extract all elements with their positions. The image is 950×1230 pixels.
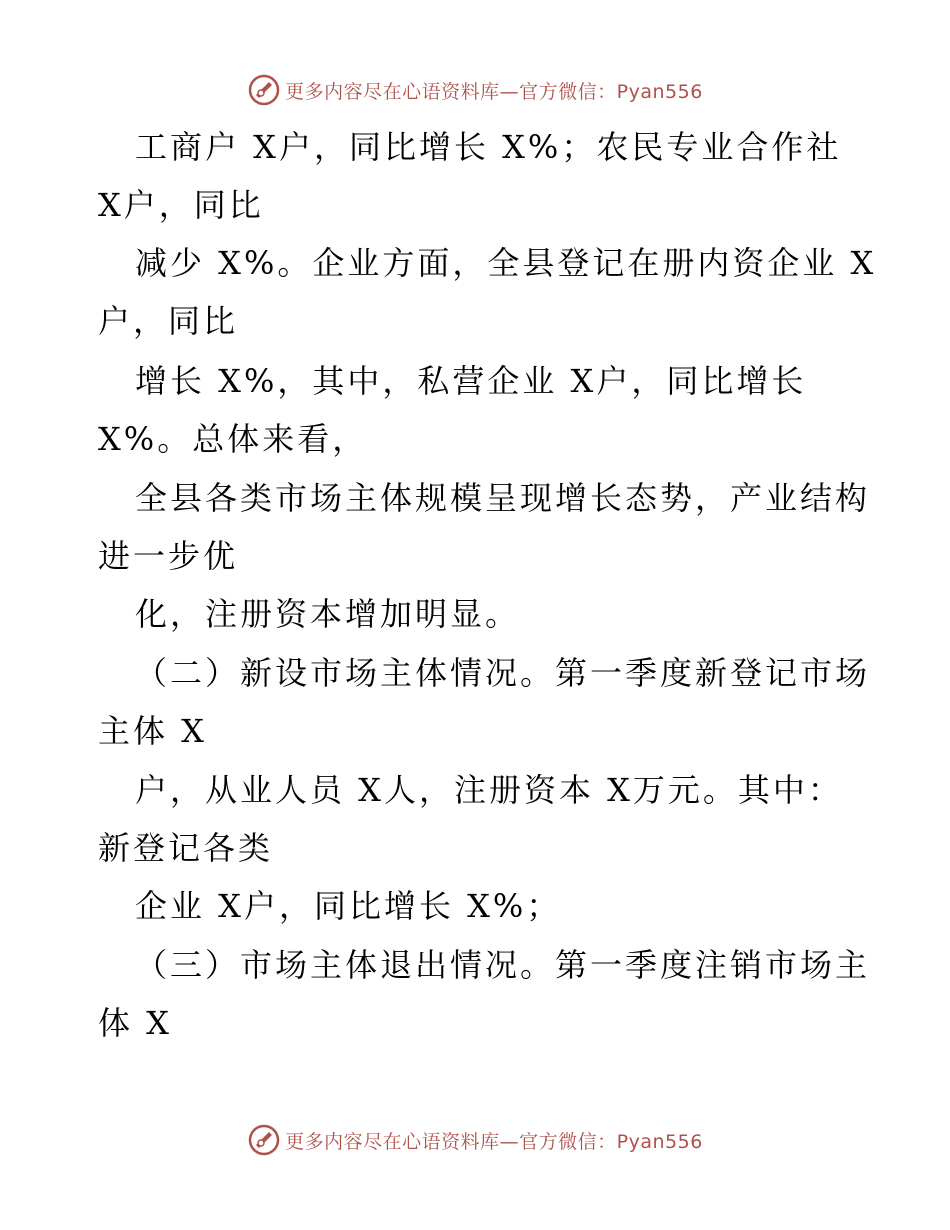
banner-text: 更多内容尽在心语资料库—官方微信：Pyan556 xyxy=(285,80,703,103)
text-line: 新登记各类 xyxy=(98,829,274,867)
text-line: （二）新设市场主体情况。第一季度新登记市场 xyxy=(135,654,871,692)
text-line: 户，同比 xyxy=(98,302,239,340)
text-line: 户，从业人员 X人，注册资本 X万元。其中： xyxy=(135,771,843,809)
text-line: 全县各类市场主体规模呈现增长态势，产业结构 xyxy=(135,479,871,517)
text-line: 工商户 X户，同比增长 X%；农民专业合作社 xyxy=(135,128,842,166)
header-banner xyxy=(0,70,950,110)
text-line: X%。总体来看， xyxy=(98,420,368,458)
seal-logo-icon xyxy=(247,1123,281,1157)
text-line: X户，同比 xyxy=(98,186,264,224)
text-line: 化，注册资本增加明显。 xyxy=(135,595,521,633)
text-line: 主体 X xyxy=(98,712,207,750)
text-line: 企业 X户，同比增长 X%； xyxy=(135,887,562,925)
text-line: 增长 X%，其中，私营企业 X户，同比增长 xyxy=(135,362,807,400)
text-line: 进一步优 xyxy=(98,537,239,575)
seal-logo-icon xyxy=(247,73,281,107)
banner-text: 更多内容尽在心语资料库—官方微信：Pyan556 xyxy=(285,1130,703,1153)
text-line: 减少 X%。企业方面，全县登记在册内资企业 X xyxy=(135,244,877,282)
text-line: （三）市场主体退出情况。第一季度注销市场主 xyxy=(135,946,871,984)
footer-banner xyxy=(0,1120,950,1160)
text-line: 体 X xyxy=(98,1004,172,1042)
